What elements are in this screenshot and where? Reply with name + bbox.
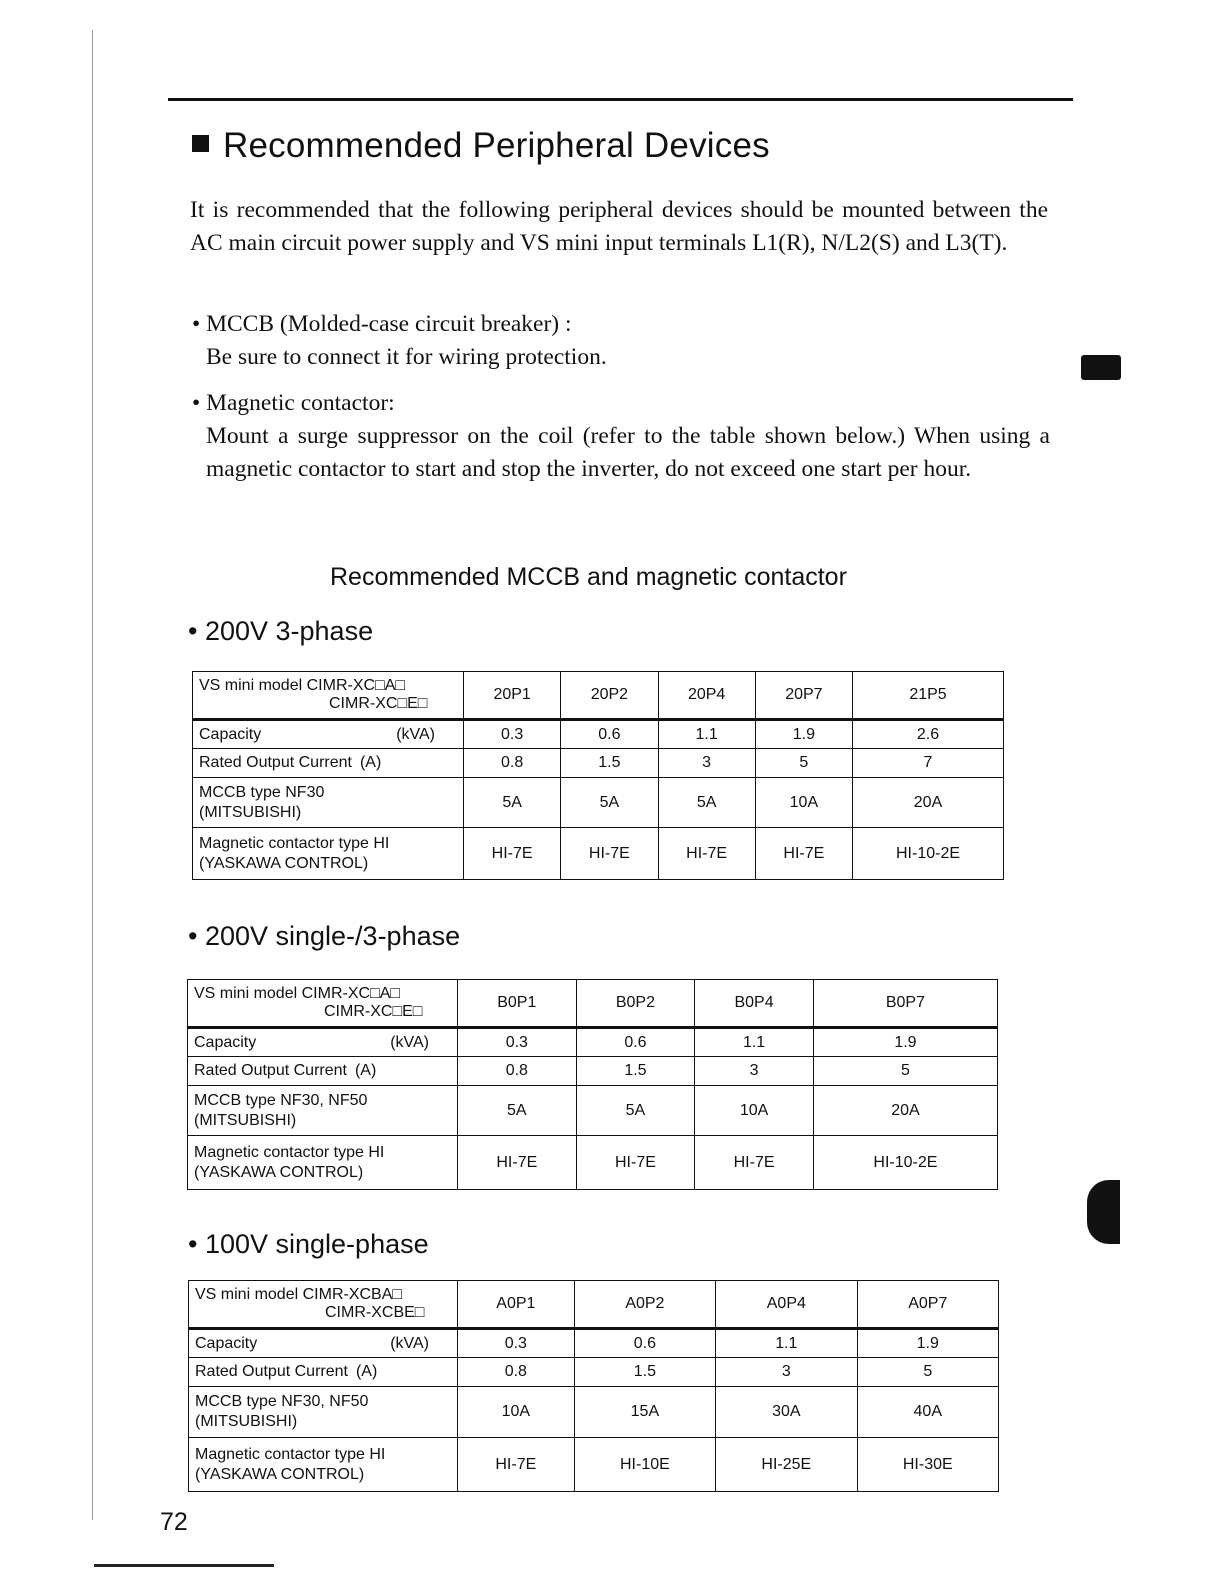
square-bullet-icon [192,135,209,152]
mccb-cell: 5A [658,778,755,828]
rated-current-label-cell: Rated Output Current (A) [193,749,464,778]
mccb-cell: 30A [716,1387,857,1438]
capacity-cell: 1.9 [755,720,852,749]
mccb-cell: 10A [458,1387,575,1438]
rated-current-cell: 1.5 [576,1057,695,1086]
rated-current-cell: 1.5 [561,749,658,778]
mccb-cell: 40A [857,1387,998,1438]
model-cell: A0P4 [716,1281,857,1329]
capacity-cell: 0.6 [561,720,658,749]
table-row [189,1438,999,1492]
page-title [192,126,770,166]
model-cell: B0P7 [813,980,997,1028]
rated-current-label-cell: Rated Output Current (A) [189,1358,458,1387]
page-number: 72 [160,1508,188,1536]
contactor-cell: HI-7E [658,828,755,880]
table-row [193,672,1004,720]
mccb-body: Be sure to connect it for wiring protection. [206,344,607,370]
capacity-label-cell: Capacity (kVA) [188,1028,458,1057]
intro-paragraph: It is recommended that the following peripheral devices should be mounted between the AC main circuit power supply and VS mini input terminals L1(R), N/L2(S) and L3(T). [190,197,1048,256]
contactor-cell: HI-7E [464,828,561,880]
model-cell: 20P7 [755,672,852,720]
section-title: • 200V single-/3-phase [188,921,461,951]
capacity-cell: 1.9 [857,1329,998,1358]
mccb-label-cell: MCCB type NF30 (MITSUBISHI) [193,778,464,828]
rated-current-cell: 3 [716,1358,857,1387]
capacity-cell: 0.3 [458,1329,575,1358]
contactor-cell: HI-7E [695,1136,814,1190]
contactor-cell: HI-7E [576,1136,695,1190]
mccb-cell: 5A [458,1086,577,1136]
magnetic-body: Mount a surge suppressor on the coil (refer to the table shown below.) When using a magnetic contactor to start and stop the inverter, do not exceed one start per hour. [206,423,1050,482]
rated-current-cell: 5 [755,749,852,778]
mccb-label-cell: MCCB type NF30, NF50 (MITSUBISHI) [189,1387,458,1438]
rated-current-cell: 0.8 [458,1358,575,1387]
table-row [193,720,1004,749]
thumb-index-tab [1087,1180,1120,1244]
mccb-cell: 20A [853,778,1004,828]
mccb-cell: 10A [695,1086,814,1136]
spec-table-200v-3phase [192,671,1004,880]
magnetic-contactor-note [192,387,1050,486]
table-row [188,1086,998,1136]
left-margin-rule [92,30,93,1520]
contactor-label-cell: Magnetic contactor type HI (YASKAWA CONTROL) [189,1438,458,1492]
model-label-cell: VS mini model CIMR-XC□A□ CIMR-XC□E□ [188,980,458,1028]
contactor-cell: HI-7E [458,1136,577,1190]
contactor-cell: HI-10-2E [813,1136,997,1190]
table-row [189,1329,999,1358]
model-cell: A0P7 [857,1281,998,1329]
capacity-cell: 2.6 [853,720,1004,749]
table-row [193,749,1004,778]
contactor-cell: HI-7E [561,828,658,880]
rated-current-cell: 3 [695,1057,814,1086]
mccb-note [192,308,1050,374]
model-cell: A0P2 [574,1281,715,1329]
contactor-cell: HI-30E [857,1438,998,1492]
table-heading: Recommended MCCB and magnetic contactor [330,563,847,591]
model-cell: B0P4 [695,980,814,1028]
mccb-label-cell: MCCB type NF30, NF50 (MITSUBISHI) [188,1086,458,1136]
contactor-cell: HI-10E [574,1438,715,1492]
mccb-cell: 10A [755,778,852,828]
model-label-cell: VS mini model CIMR-XC□A□ CIMR-XC□E□ [193,672,464,720]
model-cell: B0P2 [576,980,695,1028]
page-title-text: Recommended Peripheral Devices [223,126,770,165]
table-row [189,1358,999,1387]
footer-rule [94,1564,274,1567]
rated-current-cell: 7 [853,749,1004,778]
capacity-cell: 1.9 [813,1028,997,1057]
model-cell: 20P2 [561,672,658,720]
header-rule [168,98,1073,101]
model-cell: 20P1 [464,672,561,720]
spec-table-200v-single-3phase [187,979,998,1190]
capacity-cell: 0.3 [458,1028,577,1057]
contactor-cell: HI-25E [716,1438,857,1492]
table-row [193,828,1004,880]
model-cell: 20P4 [658,672,755,720]
capacity-label-cell: Capacity (kVA) [189,1329,458,1358]
rated-current-cell: 3 [658,749,755,778]
table-row [189,1387,999,1438]
mccb-cell: 15A [574,1387,715,1438]
spec-table-100v-single-phase [188,1280,999,1492]
model-label-cell: VS mini model CIMR-XCBA□ CIMR-XCBE□ [189,1281,458,1329]
capacity-cell: 0.6 [574,1329,715,1358]
model-cell: 21P5 [853,672,1004,720]
capacity-label-cell: Capacity (kVA) [193,720,464,749]
mccb-heading: • MCCB (Molded-case circuit breaker) : [192,311,572,337]
rated-current-cell: 1.5 [574,1358,715,1387]
section-title: • 100V single-phase [188,1229,429,1259]
table-row [188,1136,998,1190]
mccb-cell: 20A [813,1086,997,1136]
contactor-label-cell: Magnetic contactor type HI (YASKAWA CONTROL) [188,1136,458,1190]
capacity-cell: 1.1 [658,720,755,749]
mccb-cell: 5A [576,1086,695,1136]
table-row [188,1028,998,1057]
capacity-cell: 0.3 [464,720,561,749]
model-cell: A0P1 [458,1281,575,1329]
magnetic-heading: • Magnetic contactor: [192,390,395,416]
rated-current-cell: 5 [813,1057,997,1086]
rated-current-cell: 5 [857,1358,998,1387]
table-row [188,980,998,1028]
capacity-cell: 1.1 [716,1329,857,1358]
contactor-cell: HI-10-2E [853,828,1004,880]
capacity-cell: 0.6 [576,1028,695,1057]
contactor-label-cell: Magnetic contactor type HI (YASKAWA CONTROL) [193,828,464,880]
rated-current-label-cell: Rated Output Current (A) [188,1057,458,1086]
capacity-cell: 1.1 [695,1028,814,1057]
table-row [189,1281,999,1329]
mccb-cell: 5A [464,778,561,828]
table-row [188,1057,998,1086]
rated-current-cell: 0.8 [464,749,561,778]
rated-current-cell: 0.8 [458,1057,577,1086]
model-cell: B0P1 [458,980,577,1028]
mccb-cell: 5A [561,778,658,828]
thumb-index-tab [1081,355,1121,380]
contactor-cell: HI-7E [458,1438,575,1492]
contactor-cell: HI-7E [755,828,852,880]
table-row [193,778,1004,828]
section-title: • 200V 3-phase [188,616,374,646]
